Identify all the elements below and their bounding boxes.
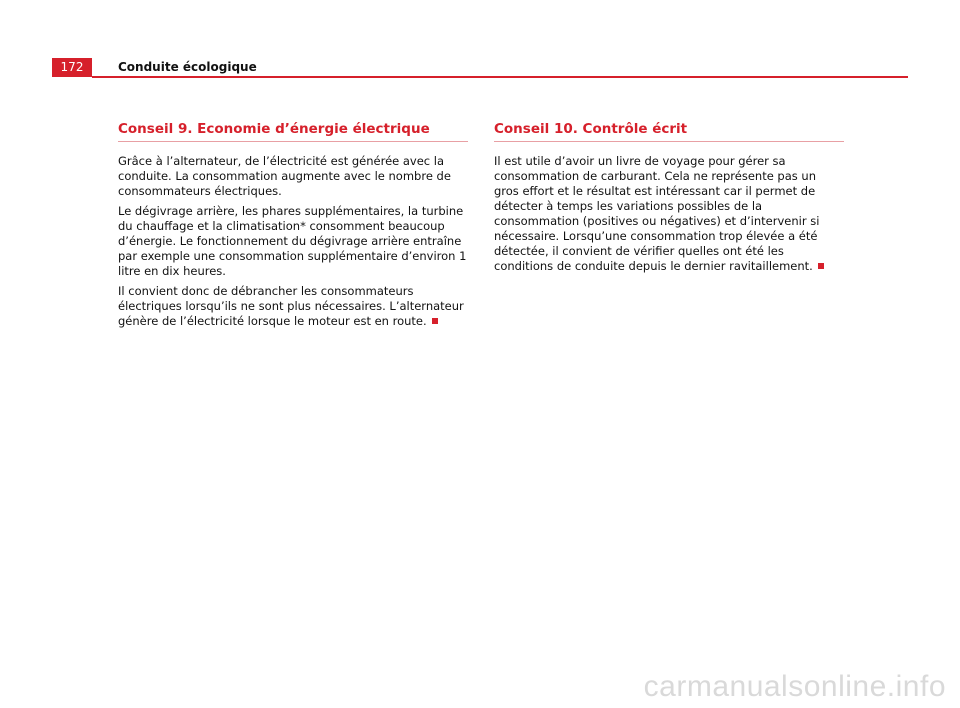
paragraph xyxy=(118,154,468,199)
end-of-section-icon xyxy=(818,263,824,269)
running-header-title: Conduite écologique xyxy=(118,60,257,74)
paragraph-text: Il est utile d’avoir un livre de voyage pour gérer sa consommation de carburant. Cela ne représente pas un gros effort et le résultat est intéressant car il permet de détecter à temps les variations possibles de la consommation (positives ou négatives) et d’intervenir si nécessaire. Lorsqu’une consommation trop élevée a été détectée, il convient de vérifier quelles ont été les conditions de conduite depuis le dernier ravitaillement. xyxy=(494,154,820,273)
section-conseil-10 xyxy=(494,120,844,274)
paragraph xyxy=(118,284,468,329)
paragraph-text: Le dégivrage arrière, les phares supplémentaires, la turbine du chauffage et la climatisation* consomment beaucoup d’énergie. Le fonctionnement du dégivrage arrière entraîne par exemple une consommation supplémentaire d’environ 1 litre en dix heures. xyxy=(118,204,467,278)
paragraph xyxy=(494,154,844,274)
paragraph xyxy=(118,204,468,279)
section-title: Conseil 10. Contrôle écrit xyxy=(494,120,844,142)
end-of-section-icon xyxy=(432,318,438,324)
paragraph-text: Grâce à l’alternateur, de l’électricité est générée avec la conduite. La consommation augmente avec le nombre de consommateurs électriques. xyxy=(118,154,451,198)
watermark: carmanualsonline.info xyxy=(643,670,946,703)
paragraph-text: Il convient donc de débrancher les consommateurs électriques lorsqu’ils ne sont plus nécessaires. L’alternateur génère de l’électricité lorsque le moteur est en route. xyxy=(118,284,464,328)
section-conseil-9 xyxy=(118,120,468,329)
section-title: Conseil 9. Economie d’énergie électrique xyxy=(118,120,468,142)
header-rule xyxy=(92,76,908,78)
page-number: 172 xyxy=(52,58,92,77)
